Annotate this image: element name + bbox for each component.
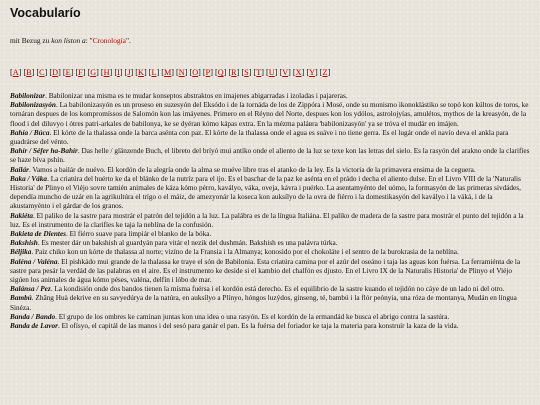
bracket-open: [ [23, 68, 27, 77]
page-subtitle [10, 36, 532, 45]
letter-link-o[interactable]: O [192, 68, 199, 77]
bracket-close: ] [248, 68, 252, 77]
entry-definition: La babilonizasyón es un proseso en suzesyón del Eksódo i de la tornáda de los de Zippóra i Mosé, onde su monismo ikonoklástiko se topó kon kúltos de toros, ke tornáran despues de los kompromíssos de Salomón kon las imáyenes. Primero en el Réyno del Norte, despues kon los ydólos, astrolojyías, amulétos, mythos de la kreasyón, de la flood i del diluvyo i ótres patri-arkales de babilonya, ke se dyéran kómo kápas extra. En la mézma paláвra 'babilonizasyón' ya se tróva el mudár en imájen. [10, 101, 529, 128]
entry-definition: El ofísyo, el capitál de las manos i del sesó para ganár el pan. Es la fuérsa del foriador ke taja la materia para konstruír la kaza de la vida. [61, 322, 459, 331]
entry-term: Bahír / Séfer ha-Bahír [10, 147, 78, 156]
letter-link-i[interactable]: I [117, 68, 120, 77]
entry [10, 230, 532, 239]
entry-definition: El pishkádo mui grande de la thalassa ke traye el són de Babilonia. Esta criatúra camina por el azúr del oseáno i taja las aguas kon fuérsa. La ferramiénta de la sastre para pesár la verdád de las palabras en el aire. Es el instrumento ke deside si el kambio del chalfón es djusto. En el Livro IX de la Naturalis Historia' de Plinyo el Viéjo sigúen los animales de água kómo péses, valéna, delfín i lóbo de mar. [10, 257, 521, 285]
entry [10, 239, 532, 248]
bracket-open: [ [10, 68, 13, 77]
entry-separator: . [55, 312, 59, 321]
entry-separator: . [45, 92, 49, 100]
entry-definition: La criatúra del huérto ke da el blánko de la nutríz para el ijo. Es el baschar de la paz ke asénta en el prádo i decha el aliento dulse. En el Livro VIII de la 'Naturalis Historia' de Plinyo el Viéjo sovre tamién animales de káza kómo pérro, kavályo, váka, oveja, kávra i puérko. La asentamyénto del uómo, la formasyón de las primeras sivdádes, dependía muncho de uzár en la agrikultúra el trígo o el máiz, de amezyonár la koseca kon auksílyo de la ovra de fiérro i la domestikasyón del kavályo i la váká, i de la akustamyénto i el gárdar de los granos. [10, 174, 521, 211]
entry-term: Bambú [10, 294, 32, 303]
entry-definition: Babilonizar una misma es te mudar konseptos abstraktos en imajenes abigarradas i izoladas i pajareras. [48, 92, 348, 100]
bracket-close: ] [130, 68, 134, 77]
bracket-open: [ [279, 68, 283, 77]
bracket-close: ] [143, 68, 147, 77]
entry [10, 294, 532, 312]
entry-term: Babilonizar [10, 92, 46, 100]
letter-link-q[interactable]: Q [217, 68, 224, 77]
entry-separator: . [55, 101, 60, 110]
subtitle-suffix: ". [125, 36, 131, 45]
bracket-open: [ [189, 68, 193, 77]
letter-link-s[interactable]: S [244, 68, 249, 77]
letter-link-f[interactable]: F [78, 68, 83, 77]
letter-link-v[interactable]: V [282, 68, 289, 77]
bracket-open: [ [176, 68, 179, 77]
letter-link-p[interactable]: P [205, 68, 211, 77]
entry [10, 322, 532, 331]
subtitle-prefix: mit Bezug zu [10, 36, 52, 45]
bracket-close: ] [31, 68, 35, 77]
bracket-close: ] [327, 68, 331, 77]
letter-link-d[interactable]: D [52, 68, 59, 77]
bracket-close: ] [109, 68, 113, 77]
letter-link-z[interactable]: Z [322, 68, 328, 77]
bracket-close: ] [315, 68, 318, 77]
entry [10, 175, 532, 212]
entry-term: Balánsa / Pez [10, 285, 51, 294]
entry-separator: . [47, 174, 51, 183]
entry [10, 212, 532, 230]
bracket-close: ] [274, 68, 278, 77]
entry-separator: . [77, 147, 82, 156]
page-title: Vocabularío [10, 6, 81, 20]
entry-definition: Das helle / glänzende Buch, el libreto del bríyó mui antíko onde el aliento de la luz se texe kon las letras del sielo. Es la rasyón del arakno onde la clarifíes se haze bíva pshín. [10, 147, 530, 165]
bracket-close: ] [198, 68, 201, 77]
entry [10, 285, 532, 294]
letter-link-l[interactable]: L [151, 68, 157, 77]
bracket-close: ] [96, 68, 99, 77]
letter-link-y[interactable]: Y [309, 68, 315, 77]
bracket-open: [ [292, 68, 296, 77]
entry-separator: . [37, 239, 42, 248]
entry-separator: . [57, 257, 62, 266]
bracket-open: [ [215, 68, 218, 77]
letter-link-n[interactable]: N [178, 68, 185, 77]
bracket-close: ] [171, 68, 174, 77]
entry-term: Bakiéta [10, 211, 33, 220]
letter-link-u[interactable]: U [268, 68, 275, 77]
bracket-open: [ [49, 68, 53, 77]
letter-link-a[interactable]: A [12, 68, 19, 77]
entry-definition: Vamos a bailár de nuévo. El kordón de la alegría onde la alma se muéve libre tras el atanko de la ley. Es la victoria de la primavera ensima de la ceguera. [32, 165, 476, 174]
letter-link-e[interactable]: E [65, 68, 71, 77]
entry [10, 166, 532, 175]
letter-link-j[interactable]: J [127, 68, 131, 77]
letter-link-c[interactable]: C [39, 68, 45, 77]
bracket-open: [ [241, 68, 245, 77]
entry-definition: La kondisión onde dos bandos tienen la mísma fuérsa i el kordón está derecho. Es el equilibrio de la sastre kuando el tejidón no cáye de un lado ni del otro. [54, 285, 505, 294]
bracket-close: ] [210, 68, 213, 77]
bracket-close: ] [18, 68, 22, 77]
bracket-open: [ [87, 68, 91, 77]
entry-definition: El kórte de la thalassa onde la barca asénta con paz. El kórte de la thalassa onde el agua es suáve i no tiene gerra. Es el lugár onde el navío deva el ankla para guadrárse del vénto. [10, 128, 509, 147]
bracket-open: [ [253, 68, 257, 77]
entry-definition: Paiz chiko kon un kórte de thalassa al norte; vizíno de la Fransia i la Almanya; konosido por el chokoláte i el sentro de la burokrasia de la neblína. [34, 248, 459, 257]
bracket-close: ] [236, 68, 240, 77]
bracket-open: [ [161, 68, 164, 77]
entry-term: Banda / Bando [10, 312, 56, 321]
letter-link-t[interactable]: T [256, 68, 262, 77]
bracket-open: [ [135, 68, 139, 77]
bracket-close: ] [70, 68, 74, 77]
subtitle-separator: : " [85, 36, 93, 45]
entry-term: Bakshish [10, 239, 38, 248]
bracket-close: ] [301, 68, 305, 77]
chronology-link[interactable]: Cronología [92, 36, 126, 45]
entry-term: Banda de Lavor [10, 322, 58, 331]
bracket-open: [ [75, 68, 79, 77]
entry [10, 101, 532, 129]
entry [10, 92, 532, 101]
entry-separator: . [28, 165, 33, 174]
bracket-open: [ [228, 68, 232, 77]
entry-separator: . [31, 248, 35, 257]
entry-separator: . [50, 285, 55, 294]
entry-term: Bailár [10, 165, 29, 174]
letter-link-b[interactable]: B [26, 68, 32, 77]
bracket-close: ] [223, 68, 227, 77]
bracket-open: [ [36, 68, 40, 77]
bracket-open: [ [148, 68, 152, 77]
bracket-open: [ [62, 68, 66, 77]
entry [10, 248, 532, 257]
entry-separator: . [49, 128, 54, 137]
bracket-close: ] [288, 68, 291, 77]
entry [10, 313, 532, 322]
letter-link-r[interactable]: R [231, 68, 237, 77]
bracket-close: ] [119, 68, 123, 77]
bracket-open: [ [100, 68, 104, 77]
entry-term: Babilonizasyón [10, 101, 56, 110]
letter-link-k[interactable]: K [138, 68, 144, 77]
bracket-close: ] [58, 68, 61, 77]
bracket-open: [ [114, 68, 118, 77]
letter-link-g[interactable]: G [90, 68, 97, 77]
entry-definition: Zhāng Huà dekrive en su savyedúrya de la natúra, en auksílyo a Plínyo, hóngos luzýdos, ginseng, té, bambú i la flór peónyia, una róza de montanya, Mudán en língua Sinéza. [10, 294, 517, 312]
alphabet-index [10, 68, 532, 78]
entry-separator: . [32, 211, 37, 220]
entry-definition: Es mester dár un bakshish al guardyán para vitár el nezik del dushmán. Bakshish es una palávra túrka. [41, 239, 338, 248]
bracket-close: ] [261, 68, 264, 77]
entry-separator: . [31, 294, 36, 303]
page [10, 0, 532, 331]
bracket-close: ] [82, 68, 86, 77]
entry-term: Baka / Váka [10, 174, 48, 183]
entry [10, 129, 532, 147]
entry [10, 258, 532, 286]
bracket-open: [ [202, 68, 206, 77]
bracket-open: [ [266, 68, 269, 77]
entry-separator: . [57, 322, 62, 331]
bracket-close: ] [184, 68, 188, 77]
entry-definition: El fiérro suave para limpiár el blanko de la bóka. [69, 230, 212, 239]
entry-term: Baléna / Valéna [10, 257, 58, 266]
entry [10, 147, 532, 165]
bracket-close: ] [156, 68, 160, 77]
bracket-open: [ [124, 68, 128, 77]
entry-list [10, 92, 532, 331]
letter-link-m[interactable]: M [163, 68, 172, 77]
entry-term: Béljika [10, 248, 32, 257]
bracket-open: [ [319, 68, 323, 77]
letter-link-h[interactable]: H [103, 68, 110, 77]
bracket-open: [ [306, 68, 310, 77]
bracket-close: ] [44, 68, 48, 77]
entry-separator: . [65, 230, 70, 239]
letter-link-x[interactable]: X [295, 68, 302, 77]
entry-definition: El grupo de los ombres ke caminan juntas kon una idea o una rasyón. Es el kordón de la ermandád ke busca el abrigo contra la sastúra. [58, 312, 450, 321]
entry-term: Bahía / Búca [10, 128, 50, 137]
subtitle-source: kon liston a [51, 36, 86, 45]
entry-term: Bakieta de Dientes [10, 230, 66, 239]
entry-definition: El paliko de la sastre para mostrár el patrón del tejidón a la luz. La palábra es de la língua Italiána. El paliko de madera de la sastre para mostrár el punto del tejidón a la luz. Es el instrumento de la clarifíes ke taja la neblína de la confusión. [10, 211, 524, 229]
